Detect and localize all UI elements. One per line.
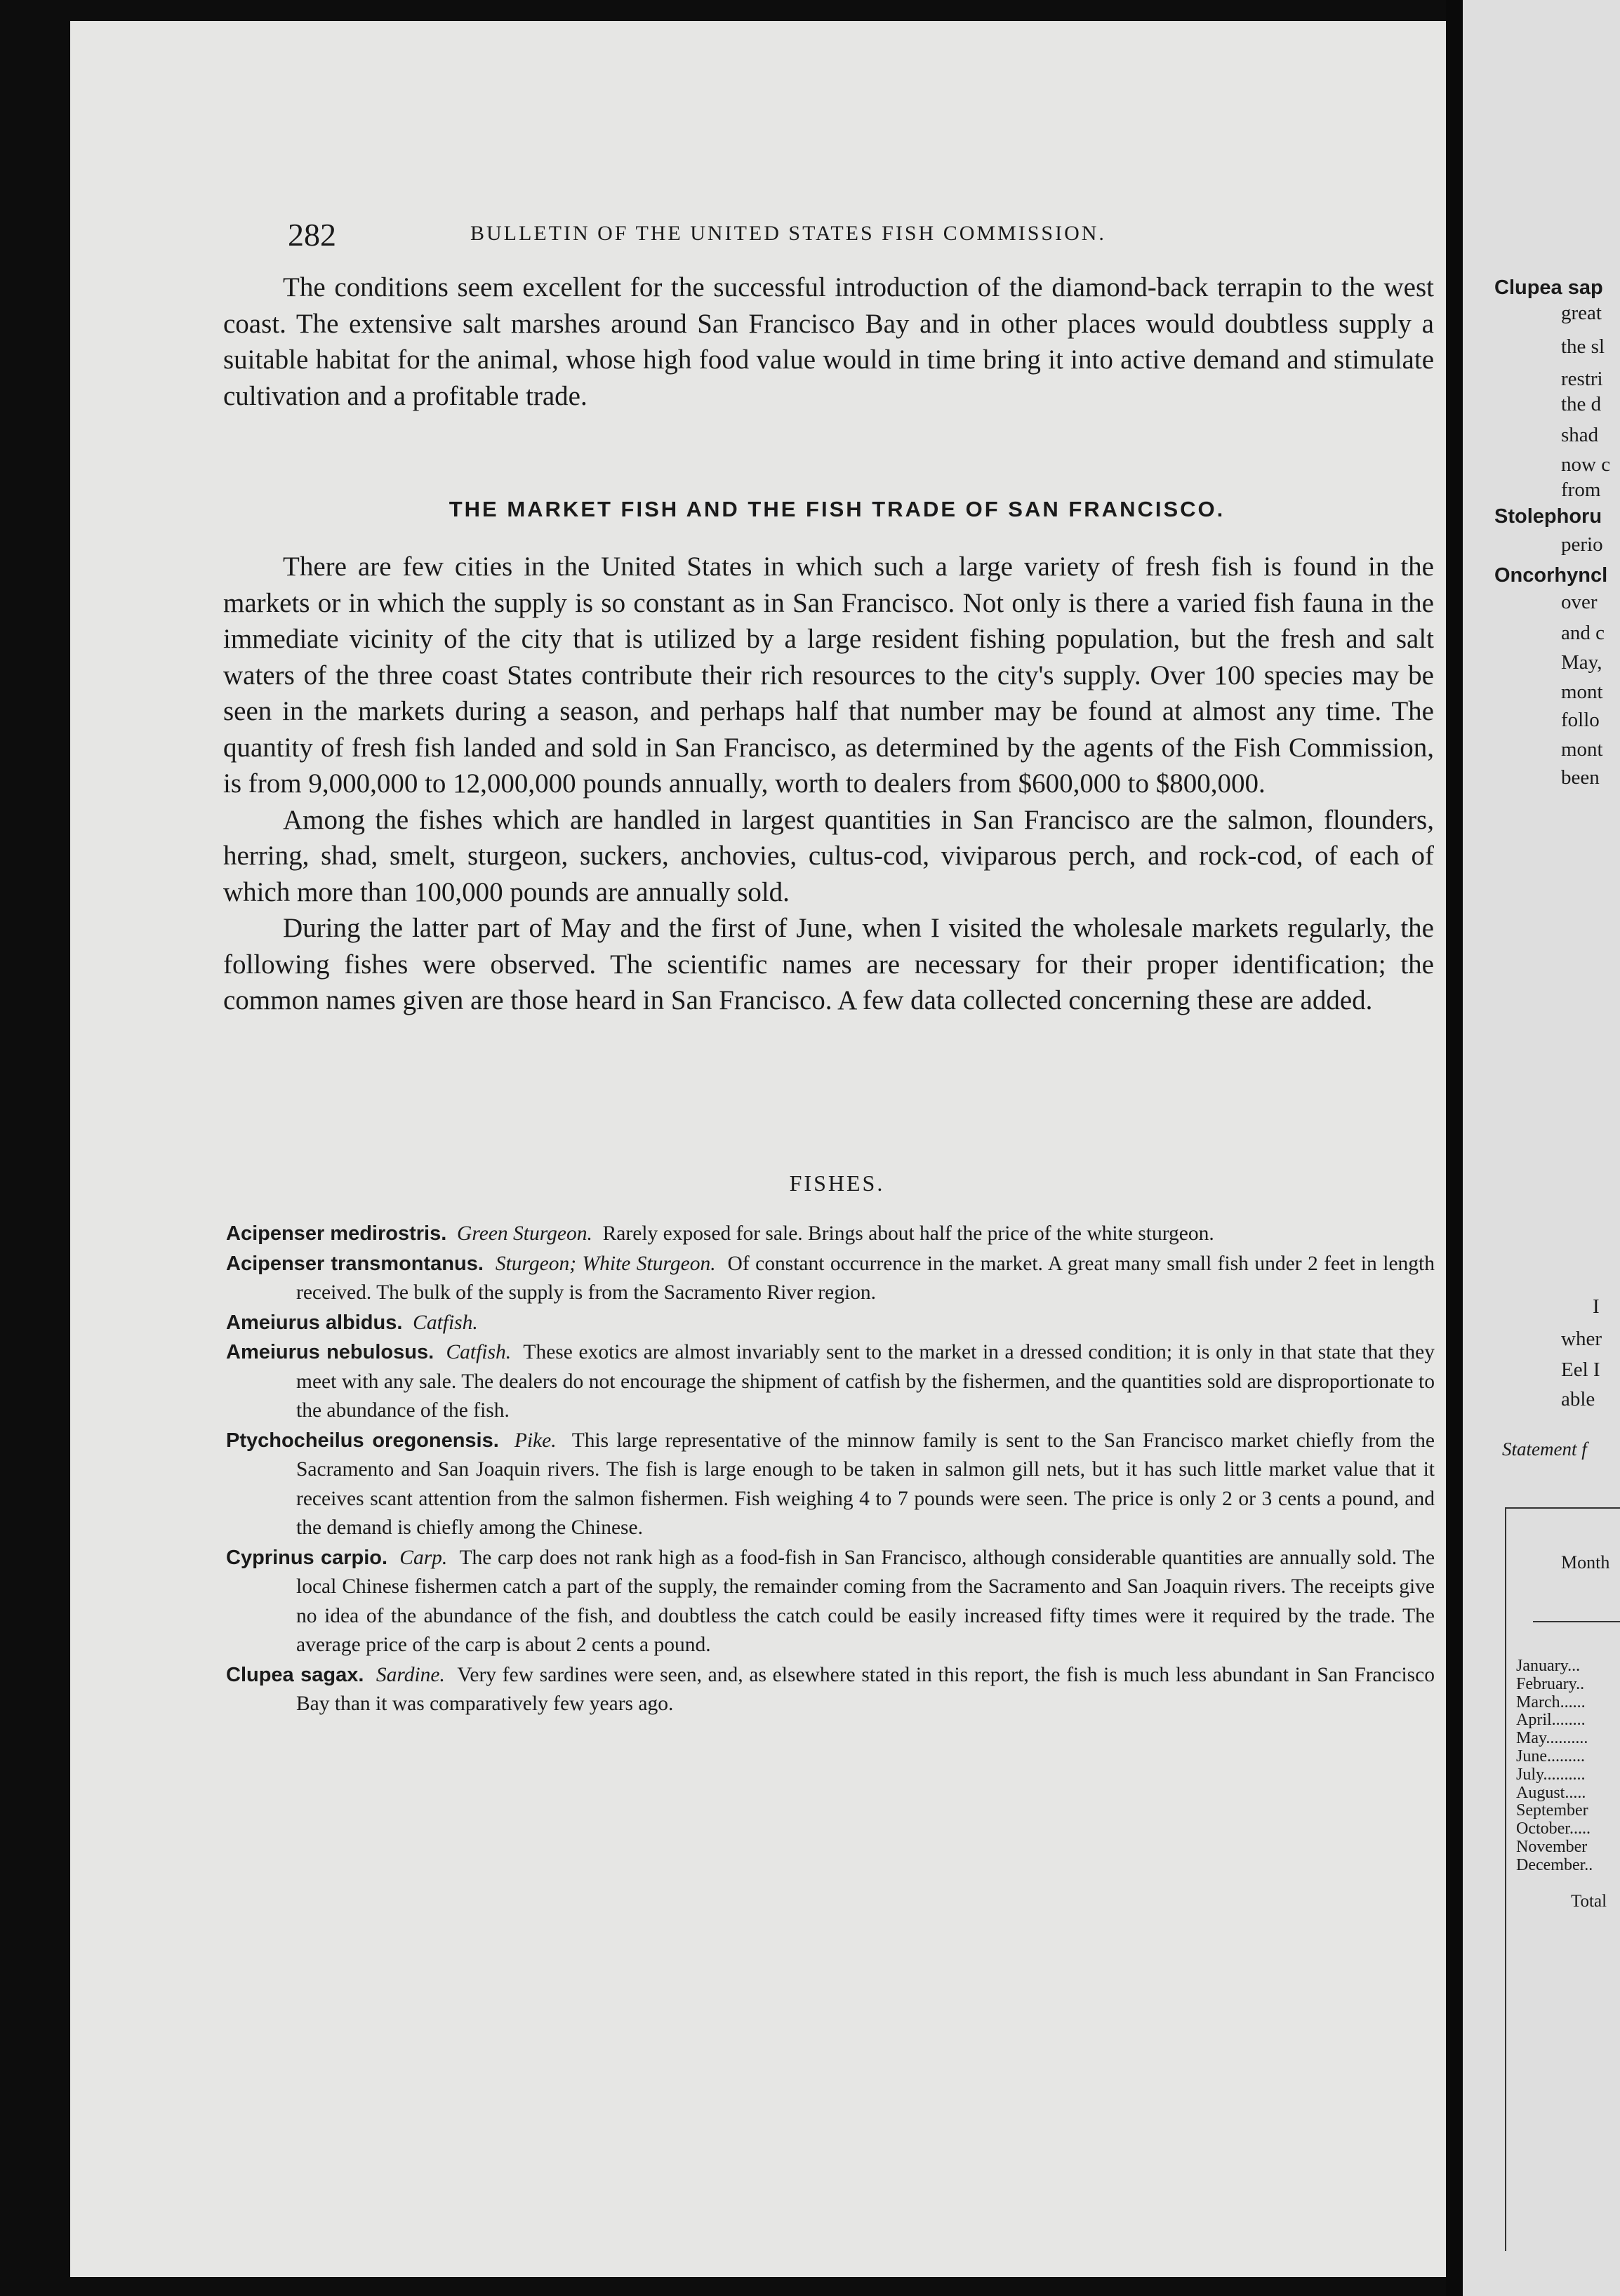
right-fragment: follo [1561, 709, 1600, 731]
fish-description: Rarely exposed for sale. Brings about half the price of the white sturgeon. [602, 1222, 1214, 1245]
common-name: Carp. [399, 1546, 448, 1569]
right-entry-head: Clupea sap [1494, 276, 1603, 299]
right-fragment: mont [1561, 681, 1603, 703]
right-fragment: from [1561, 479, 1601, 501]
paragraph-observation: During the latter part of May and the first of June, when I visited the wholesale markets regularly, the following fishes were observed. The scientific names are necessary for their proper identification; the common names given are those heard in San Francisco. A few data collected concerning these are added. [223, 913, 1434, 1015]
common-name: Green Sturgeon. [457, 1222, 592, 1245]
table-header-month: Month [1561, 1552, 1610, 1573]
section-title: THE MARKET FISH AND THE FISH TRADE OF SAN FRANCISCO. [449, 497, 1226, 521]
month-row: July.......... [1516, 1765, 1586, 1784]
fish-description: Of constant occurrence in the market. A great many small fish under 2 feet in length received. The bulk of the supply is from the Sacramento River region. [296, 1252, 1435, 1304]
common-name: Sardine. [376, 1663, 445, 1686]
common-name: Catfish. [446, 1341, 512, 1363]
fish-description: Very few sardines were seen, and, as elsewhere stated in this report, the fish is much less abundant in San Francisco Bay than it was comparatively few years ago. [296, 1663, 1435, 1715]
month-list [1516, 1657, 1593, 1875]
page-header [288, 216, 1432, 251]
month-row: November [1516, 1837, 1588, 1856]
body-text [223, 549, 1434, 1019]
table-header-rule [1533, 1621, 1620, 1622]
intro-paragraph: The conditions seem excellent for the successful introduction of the diamond-back terrapin to the west coast. The extensive salt marshes around San Francisco Bay and in other places would doubtless supply a suitable habitat for the animal, whose high food value would in time bring it into active demand and stimulate cultivation and a profitable trade. [223, 272, 1434, 411]
fishes-heading-block [232, 1170, 1442, 1196]
fish-entry [226, 1544, 1435, 1660]
month-row: June......... [1516, 1747, 1585, 1766]
right-fragment: able [1561, 1388, 1595, 1410]
right-fragment: over [1561, 591, 1598, 613]
right-entry-head: Oncorhyncl [1494, 564, 1608, 587]
fish-description: This large representative of the minnow family is sent to the San Francisco market chiefly from the Sacramento and San Joaquin rivers. The fish is large enough to be taken in salmon gill nets, but it has such little market value that it receives scant attention from the salmon fishermen. Fish weighing 4 to 7 pounds were seen. The price is only 2 or 3 cents a pound, and the demand is chiefly among the Chinese. [296, 1429, 1435, 1539]
right-fragment: wher [1561, 1328, 1602, 1350]
fish-entry [226, 1661, 1435, 1719]
scientific-name: Acipenser transmontanus. [226, 1252, 484, 1275]
fish-entry [226, 1250, 1435, 1308]
scientific-name: Clupea sagax. [226, 1663, 364, 1686]
fish-entry [226, 1309, 1435, 1338]
fish-entry [226, 1427, 1435, 1543]
month-row: January... [1516, 1657, 1581, 1675]
right-fragment: been [1561, 766, 1600, 789]
scientific-name: Ameiurus nebulosus. [226, 1341, 434, 1363]
right-fragment: shad [1561, 424, 1599, 446]
right-entry-head: Stolephoru [1494, 505, 1602, 528]
right-fragment: perio [1561, 533, 1603, 556]
right-fragment: and c [1561, 622, 1605, 644]
page-number: 282 [288, 217, 336, 253]
running-head: BULLETIN OF THE UNITED STATES FISH COMMISSION. [470, 222, 1106, 245]
right-fragment: I [1593, 1295, 1600, 1318]
scientific-name: Cyprinus carpio. [226, 1546, 388, 1569]
table-left-rule [1505, 1507, 1506, 2251]
fish-description: The carp does not rank high as a food-fish in San Francisco, although considerable quantities are annually sold. The local Chinese fishermen catch a part of the supply, the remainder coming from the Sacramento and San Joaquin rivers. The receipts give no idea of the abundance of the fish, and doubtless the catch could be easily increased fifty times were it required by the trade. The average price of the carp is about 2 cents a pound. [296, 1546, 1435, 1656]
right-page-fragment [1463, 0, 1620, 2296]
common-name: Sturgeon; White Sturgeon. [495, 1252, 716, 1275]
fishes-title: FISHES. [789, 1170, 885, 1196]
paragraph-intro-variety: There are few cities in the United States in which such a large variety of fresh fish is found in the markets or in which the supply is so constant as in San Francisco. Not only is there a varied fish fauna in the immediate vicinity of the city that is utilized by a large resident fishing population, but the fresh and salt waters of the three coast States contribute their rich resources to the city's supply. Over 100 species may be seen in the markets during a season, and perhaps half that number may be found at almost any time. The quantity of fresh fish landed and sold in San Francisco, as determined by the agents of the Fish Commission, is from 9,000,000 to 12,000,000 pounds annually, worth to dealers from $600,000 to $800,000. [223, 552, 1434, 799]
fish-list [226, 1220, 1435, 1720]
month-row: April........ [1516, 1711, 1586, 1730]
month-row: May.......... [1516, 1729, 1588, 1748]
month-row: October..... [1516, 1820, 1591, 1838]
right-fragment: the sl [1561, 335, 1605, 358]
month-row: August..... [1516, 1783, 1586, 1802]
right-fragment: Eel I [1561, 1359, 1600, 1381]
right-fragment: restri [1561, 368, 1603, 390]
table-total-label: Total [1571, 1892, 1607, 1911]
right-fragment: the d [1561, 393, 1602, 415]
fish-entry [226, 1338, 1435, 1426]
right-fragment: now c [1561, 453, 1611, 476]
scientific-name: Ptychocheilus oregonensis. [226, 1429, 499, 1452]
month-row: September [1516, 1801, 1588, 1820]
right-fragment: mont [1561, 738, 1603, 761]
scientific-name: Acipenser medirostris. [226, 1222, 447, 1245]
month-row: February.. [1516, 1674, 1585, 1693]
common-name: Catfish. [413, 1311, 478, 1334]
right-fragment: May, [1561, 651, 1602, 674]
fish-description: These exotics are almost invariably sent to the market in a dressed condition; it is only in that state that they meet with any sale. The dealers do not encourage the shipment of catfish by the fishermen, and the quantities sold are disproportionate to the abundance of the fish. [296, 1341, 1435, 1422]
page-gutter [1446, 0, 1463, 2296]
right-fragment: great [1561, 302, 1602, 324]
section-heading-block [232, 497, 1442, 522]
intro-block [223, 269, 1434, 414]
table-top-rule [1505, 1507, 1620, 1509]
fish-entry [226, 1220, 1435, 1249]
scientific-name: Ameiurus albidus. [226, 1311, 403, 1334]
common-name: Pike. [514, 1429, 557, 1452]
paragraph-largest-quantities: Among the fishes which are handled in largest quantities in San Francisco are the salmon, flounders, herring, shad, smelt, sturgeon, suckers, anchovies, cultus-cod, viviparous perch, and rock-cod, of each of which more than 100,000 pounds are annually sold. [223, 804, 1434, 907]
month-row: December.. [1516, 1855, 1593, 1874]
month-row: March...... [1516, 1693, 1586, 1711]
statement-caption: Statement f [1502, 1439, 1587, 1460]
